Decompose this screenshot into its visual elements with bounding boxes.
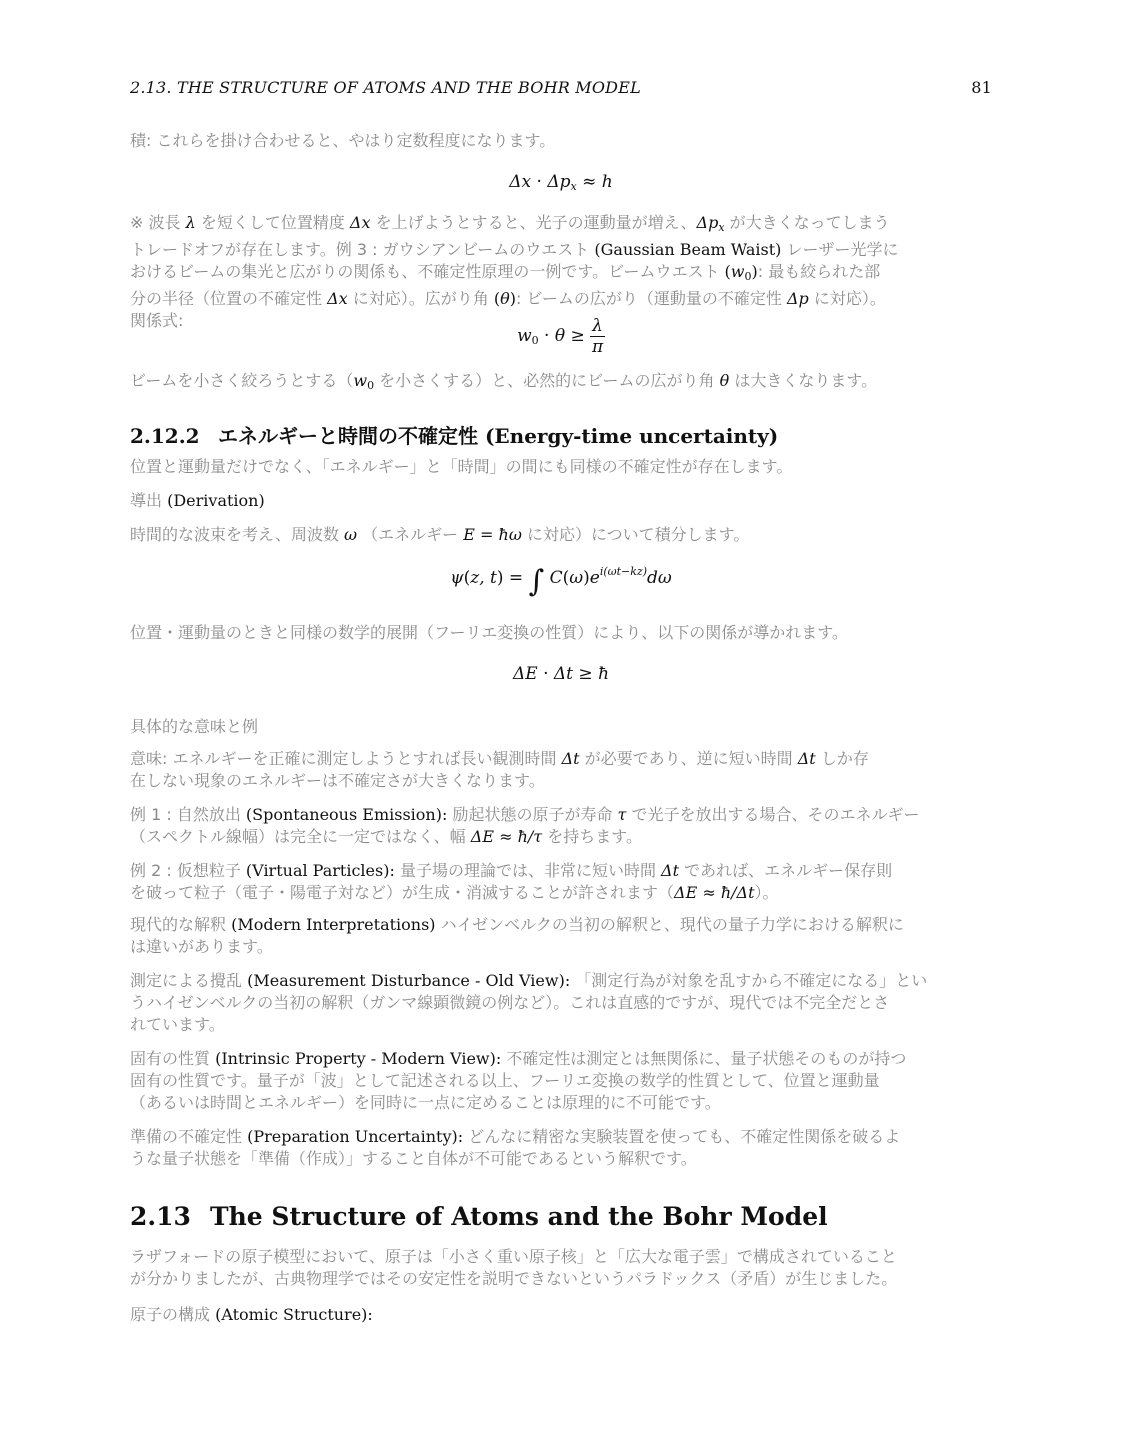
- paragraph-rutherford: ラザフォードの原子模型において、原子は「小さく重い原子核」と「広大な電子雲」で構成されていること が分かりましたが、古典物理学ではその安定性を説明できないというパラドックス（矛盾）が生じました。: [130, 1247, 898, 1288]
- paragraph-tradeoff: ※ 波長 λ を短くして位置精度 Δx を上げようとすると、光子の運動量が増え、$\Delta p_x$ が大きくなってしまう トレードオフが存在します。例 3 : ガウシアンビームのウエスト (Gaussian Beam Waist) レーザー光学に おけるビームの集光と広がりの関係も、不確定性原理の一例です。ビームウエスト $(w_0)$: 最も絞られた部 分の半径（位置の不確定性 Δx に対応）。広がり角 (θ): ビームの広がり（運動量の不確定性 Δp に対応）。 関係式:: [130, 213, 899, 330]
- paragraph-intrinsic-property: 固有の性質 (Intrinsic Property - Modern View): 不確定性は測定とは無関係に、量子状態そのものが持つ 固有の性質です。量子が「波」として記述される以上、フーリエ変換の数学的性質として、位置と運動量 （あるいは時間とエネルギー）を同時に一点に定めることは原理的に不可能です。: [130, 1049, 907, 1112]
- paragraph-preparation-uncertainty: 準備の不確定性 (Preparation Uncertainty): どんなに精密な実験装置を使っても、不確定性関係を破るよ うな量子状態を「準備（作成）」すること自体が不可能であるという解釈です。: [130, 1127, 901, 1168]
- running-title: 2.13. THE STRUCTURE OF ATOMS AND THE BOHR MODEL: [130, 78, 641, 97]
- section-heading-2-13: 2.13 The Structure of Atoms and the Bohr Model: [130, 1202, 828, 1231]
- running-header: [130, 78, 992, 102]
- paragraph-meaning: 意味: エネルギーを正確に測定しようとすれば長い観測時間 Δt が必要であり、逆に短い時間 Δt しか存 在しない現象のエネルギーは不確定さが大きくなります。: [130, 749, 869, 790]
- equation-energy-time: ΔE · Δt ≥ ħ: [512, 664, 610, 684]
- paragraph-wavepacket: 時間的な波束を考え、周波数 ω （エネルギー E = ħω に対応）について積分します。: [130, 525, 750, 544]
- page: [130, 78, 992, 1324]
- paragraph-example-spontaneous: 例 1 : 自然放出 (Spontaneous Emission): 励起状態の原子が寿命 τ で光子を放出する場合、そのエネルギー （スペクトル線幅）は完全に一定ではなく、幅 ΔE ≈ ħ/τ を持ちます。: [130, 805, 920, 846]
- equation-wavepacket-integral: ψ(z, t) = ∫ $C(\omega)e^{i(\omega t-kz)}d\omega$: [450, 564, 672, 599]
- page-number: 81: [971, 78, 992, 97]
- paragraph-measurement-disturbance: 測定による攪乱 (Measurement Disturbance - Old View): 「測定行為が対象を乱すから不確定になる」とい うハイゼンベルクの当初の解釈（ガンマ線顕微鏡の例など）。これは直感的ですが、現代では不完全だとさ れています。: [130, 971, 928, 1034]
- paragraph-fourier: 位置・運動量のときと同様の数学的展開（フーリエ変換の性質）により、以下の関係が導かれます。: [130, 623, 848, 642]
- paragraph-derivation-label: 導出 (Derivation): [130, 491, 265, 510]
- equation-beam-waist: $w_0 \cdot \theta$ ≥ $\frac{\lambda}{\pi}$: [517, 316, 604, 357]
- equation-position-momentum: $\Delta x \cdot \Delta p_x \approx h$: [509, 172, 613, 193]
- paragraph-product: 積: これらを掛け合わせると、やはり定数程度になります。: [130, 131, 556, 150]
- paragraph-modern-interpretations: 現代的な解釈 (Modern Interpretations) ハイゼンベルクの当初の解釈と、現代の量子力学における解釈に は違いがあります。: [130, 915, 904, 956]
- paragraph-beam-narrow: ビームを小さく絞ろうとする（$w_0$ を小さくする）と、必然的にビームの広がり角 θ は大きくなります。: [130, 371, 878, 392]
- paragraph-atomic-structure: 原子の構成 (Atomic Structure):: [130, 1305, 373, 1324]
- section-heading-2-12-2: 2.12.2 エネルギーと時間の不確定性 (Energy-time uncertainty): [130, 424, 779, 448]
- paragraph-meaning-label: 具体的な意味と例: [130, 717, 259, 736]
- paragraph-example-virtual: 例 2 : 仮想粒子 (Virtual Particles): 量子場の理論では、非常に短い時間 Δt であれば、エネルギー保存則 を破って粒子（電子・陽電子対など）が生成・消滅することが許されます（ΔE ≈ ħ/Δt）。: [130, 861, 893, 902]
- paragraph-energy-time-intro: 位置と運動量だけでなく、「エネルギー」と「時間」の間にも同様の不確定性が存在します。: [130, 457, 793, 476]
